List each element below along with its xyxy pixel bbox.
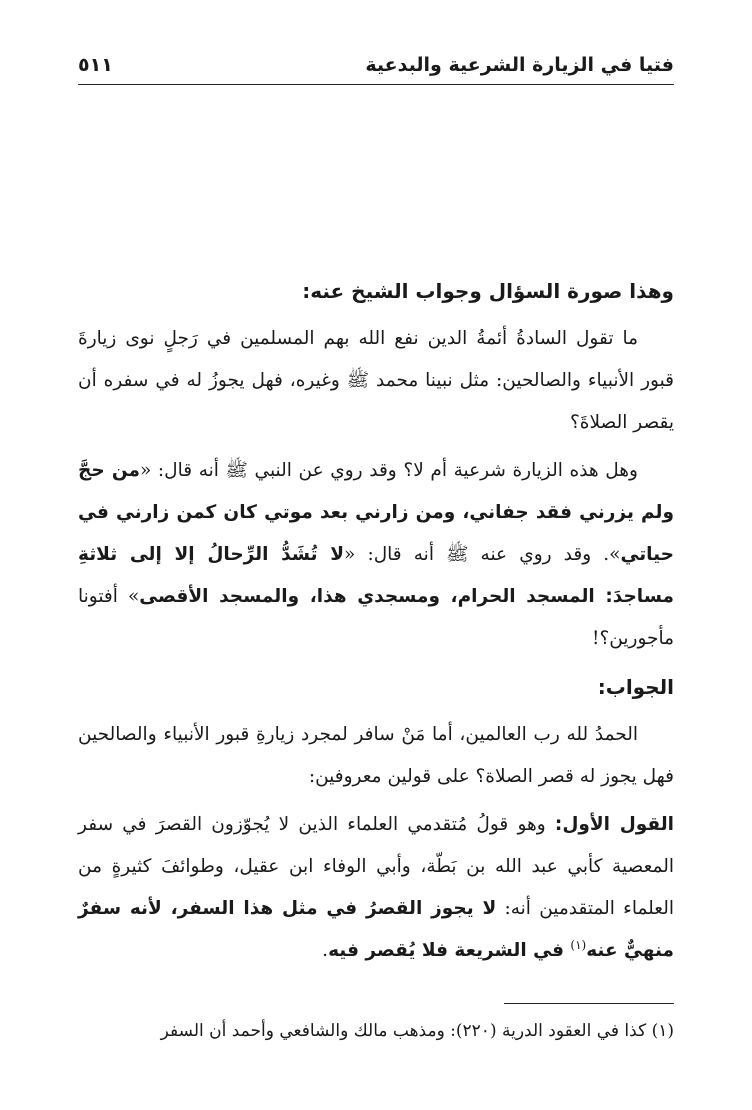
first-opinion-ruling: لا يجوز القصرُ في مثل هذا السفر، لأنه سفرٌ منهيٌّ عنه <box>78 898 674 961</box>
running-title: فتيا في الزيارة الشرعية والبدعية <box>365 54 674 76</box>
hadith-quote-1: من حجَّ ولم يزرني فقد جفاني، ومن زارني بعد موتي كان كمن زارني في حياتي <box>78 460 674 565</box>
question-paragraph-2 <box>78 450 674 660</box>
main-text <box>78 270 674 978</box>
answer-heading: الجواب: <box>597 675 674 699</box>
hadith-quote-2: لا تُشَدُّ الرِّحالُ إلا إلى ثلاثةِ مساجدَ: المسجد الحرام، ومسجدي هذا، والمسجد الأقصى <box>78 544 674 607</box>
first-opinion-ruling-end: في الشريعة فلا يُقصر فيه <box>328 940 571 961</box>
footnote-reference[interactable]: (١) <box>570 937 587 952</box>
page-number: ٥١١ <box>78 54 113 76</box>
footnote-divider <box>504 1003 674 1004</box>
footnote-1: (١) كذا في العقود الدرية (٢٢٠): ومذهب مالك والشافعي وأحمد أن السفر <box>160 1021 674 1041</box>
question-end: » أفتونا مأجورين؟! <box>78 586 674 649</box>
question-middle: ». وقد روي عنه ﷺ أنه قال: « <box>344 544 621 565</box>
question-intro: وهل هذه الزيارة شرعية أم لا؟ وقد روي عن النبي ﷺ أنه قال: « <box>139 460 638 481</box>
question-paragraph-1: ما تقول السادةُ أئمةُ الدين نفع الله بهم المسلمين في رَجلٍ نوى زيارةَ قبور الأنبياء والصالحين: مثل نبينا محمد ﷺ وغيره، فهل يجوزُ له في سفره أن يقصر الصلاةَ؟ <box>78 328 674 433</box>
running-header <box>78 50 674 85</box>
section-heading: وهذا صورة السؤال وجواب الشيخ عنه: <box>302 279 674 303</box>
first-opinion-label: القول الأول: <box>554 814 675 835</box>
answer-paragraph-1: الحمدُ لله رب العالمين، أما مَنْ سافر لمجرد زيارةِ قبور الأنبياء والصالحين فهل يجوز له قصر الصلاة؟ على قولين معروفين: <box>78 724 674 787</box>
sentence-end: . <box>322 940 329 961</box>
first-opinion-text: وهو قولُ مُتقدمي العلماء الذين لا يُجوّزون القصرَ في سفر المعصية كأبي عبد الله بن بَطّة، وأبي الوفاء ابن عقيل، وطوائفَ كثيرةٍ من العلماء المتقدمين أنه: <box>78 814 674 919</box>
answer-paragraph-2 <box>78 804 674 972</box>
